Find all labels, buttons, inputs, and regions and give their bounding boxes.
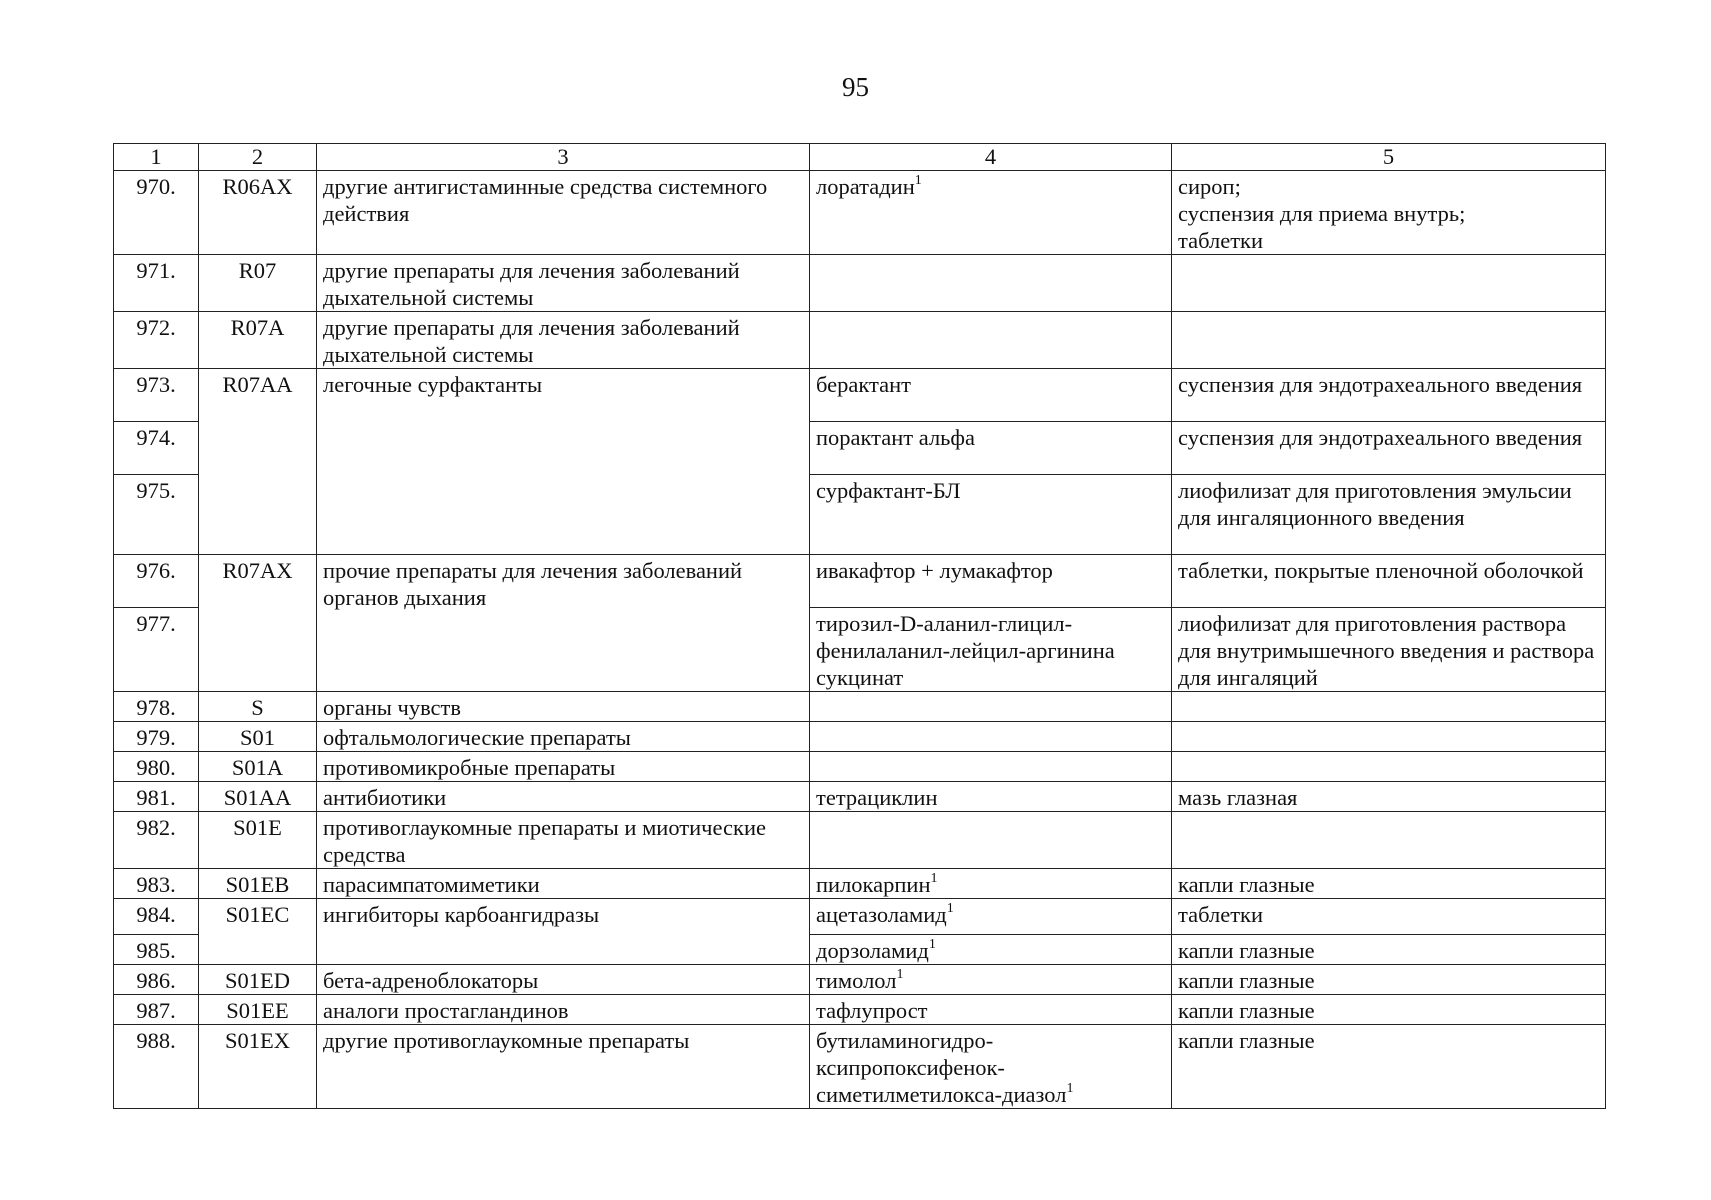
group-name: другие противоглаукомные препараты (317, 1025, 810, 1109)
dosage-form-line: капли глазные (1178, 938, 1315, 963)
drug-name-text: берактант (816, 372, 911, 397)
table-row (114, 255, 1606, 312)
drug-name (810, 752, 1172, 782)
row-number: 976. (114, 555, 199, 608)
table-row (114, 692, 1606, 722)
header-col-3: 3 (317, 144, 810, 171)
atc-code: S01EX (199, 1025, 317, 1109)
dosage-form (1172, 171, 1606, 255)
drug-name-text: дорзоламид (816, 938, 929, 963)
row-number: 982. (114, 812, 199, 869)
atc-code: R07AX (199, 555, 317, 692)
row-number: 978. (114, 692, 199, 722)
drug-name (810, 422, 1172, 475)
dosage-form-line: капли глазные (1178, 968, 1315, 993)
dosage-form-line: суспензия для эндотрахеального введения (1178, 425, 1583, 450)
group-name: аналоги простагландинов (317, 995, 810, 1025)
drug-table (113, 143, 1606, 1109)
row-number: 977. (114, 608, 199, 692)
header-col-2: 2 (199, 144, 317, 171)
drug-name (810, 995, 1172, 1025)
row-number: 970. (114, 171, 199, 255)
dosage-form (1172, 965, 1606, 995)
drug-name (810, 608, 1172, 692)
row-number: 987. (114, 995, 199, 1025)
dosage-form (1172, 312, 1606, 369)
group-name: другие антигистаминные средства системного действия (317, 171, 810, 255)
dosage-form (1172, 869, 1606, 899)
row-number: 988. (114, 1025, 199, 1109)
dosage-form-line: сироп; (1178, 174, 1241, 199)
table-row (114, 752, 1606, 782)
dosage-form-line: суспензия для эндотрахеального введения (1178, 372, 1583, 397)
group-name: противоглаукомные препараты и миотические средства (317, 812, 810, 869)
dosage-form (1172, 608, 1606, 692)
header-col-5: 5 (1172, 144, 1606, 171)
footnote-mark: 1 (896, 966, 904, 982)
table-row (114, 722, 1606, 752)
drug-name-text: тирозил-D-аланил-глицил-фенилаланил-лейцил-аргинина сукцинат (816, 611, 1115, 690)
drug-name (810, 722, 1172, 752)
dosage-form (1172, 899, 1606, 935)
atc-code: R07AA (199, 369, 317, 555)
drug-name (810, 555, 1172, 608)
dosage-form (1172, 995, 1606, 1025)
dosage-form (1172, 555, 1606, 608)
atc-code: S (199, 692, 317, 722)
table-row (114, 171, 1606, 255)
table-row (114, 869, 1606, 899)
page-number: 95 (842, 72, 869, 102)
group-name: легочные сурфактанты (317, 369, 810, 555)
dosage-form (1172, 475, 1606, 555)
drug-name (810, 899, 1172, 935)
table-row (114, 899, 1606, 935)
group-name: другие препараты для лечения заболеваний дыхательной системы (317, 255, 810, 312)
drug-name (810, 965, 1172, 995)
atc-code: S01 (199, 722, 317, 752)
row-number: 984. (114, 899, 199, 935)
atc-code: S01EC (199, 899, 317, 965)
drug-name-text: тимолол (816, 968, 897, 993)
drug-name (810, 692, 1172, 722)
atc-code: S01A (199, 752, 317, 782)
drug-name-text: порактант альфа (816, 425, 975, 450)
group-name: антибиотики (317, 782, 810, 812)
dosage-form-line: капли глазные (1178, 998, 1315, 1023)
table-body (114, 171, 1606, 1109)
atc-code: S01E (199, 812, 317, 869)
group-name: парасимпатомиметики (317, 869, 810, 899)
drug-name-text: бутиламиногидро-ксипропоксифенок-симетилметилокса-диазол (816, 1028, 1067, 1107)
group-name: прочие препараты для лечения заболеваний органов дыхания (317, 555, 810, 692)
drug-name (810, 812, 1172, 869)
drug-name (810, 935, 1172, 965)
row-number: 986. (114, 965, 199, 995)
drug-name (810, 255, 1172, 312)
dosage-form (1172, 1025, 1606, 1109)
dosage-form (1172, 752, 1606, 782)
dosage-form (1172, 369, 1606, 422)
atc-code: S01EB (199, 869, 317, 899)
header-col-4: 4 (810, 144, 1172, 171)
footnote-mark: 1 (928, 936, 936, 952)
row-number: 971. (114, 255, 199, 312)
atc-code: R07A (199, 312, 317, 369)
table-row (114, 782, 1606, 812)
drug-name-text: пилокарпин (816, 872, 931, 897)
row-number: 975. (114, 475, 199, 555)
drug-name-text: лоратадин (816, 174, 915, 199)
drug-name (810, 369, 1172, 422)
table-row (114, 1025, 1606, 1109)
dosage-form-line: суспензия для приема внутрь; (1178, 201, 1466, 226)
drug-name-text: тафлупрост (816, 998, 928, 1023)
row-number: 980. (114, 752, 199, 782)
row-number: 985. (114, 935, 199, 965)
dosage-form-line: капли глазные (1178, 872, 1315, 897)
dosage-form (1172, 935, 1606, 965)
dosage-form (1172, 722, 1606, 752)
dosage-form (1172, 812, 1606, 869)
drug-name-text: сурфактант-БЛ (816, 478, 961, 503)
table-header (114, 144, 1606, 171)
atc-code: S01EE (199, 995, 317, 1025)
dosage-form (1172, 692, 1606, 722)
drug-name (810, 312, 1172, 369)
header-col-1: 1 (114, 144, 199, 171)
row-number: 983. (114, 869, 199, 899)
drug-name (810, 171, 1172, 255)
group-name: противомикробные препараты (317, 752, 810, 782)
drug-name (810, 475, 1172, 555)
group-name: другие препараты для лечения заболеваний дыхательной системы (317, 312, 810, 369)
dosage-form (1172, 422, 1606, 475)
atc-code: R06AX (199, 171, 317, 255)
table-row (114, 369, 1606, 422)
dosage-form-line: лиофилизат для приготовления раствора для внутримышечного введения и раствора для ингаляций (1178, 611, 1595, 690)
dosage-form (1172, 782, 1606, 812)
drug-name (810, 1025, 1172, 1109)
dosage-form-line: таблетки (1178, 228, 1264, 253)
group-name: офтальмологические препараты (317, 722, 810, 752)
table-row (114, 995, 1606, 1025)
table-row (114, 312, 1606, 369)
drug-name (810, 782, 1172, 812)
row-number: 981. (114, 782, 199, 812)
drug-name-text: тетрациклин (816, 785, 938, 810)
footnote-mark: 1 (1066, 1080, 1074, 1096)
dosage-form-line: лиофилизат для приготовления эмульсии для ингаляционного введения (1178, 478, 1572, 530)
table-row (114, 965, 1606, 995)
atc-code: S01AA (199, 782, 317, 812)
group-name: органы чувств (317, 692, 810, 722)
atc-code: S01ED (199, 965, 317, 995)
row-number: 973. (114, 369, 199, 422)
group-name: ингибиторы карбоангидразы (317, 899, 810, 965)
drug-name (810, 869, 1172, 899)
dosage-form (1172, 255, 1606, 312)
group-name: бета-адреноблокаторы (317, 965, 810, 995)
atc-code: R07 (199, 255, 317, 312)
drug-name-text: ивакафтор + лумакафтор (816, 558, 1053, 583)
drug-name-text: ацетазоламид (816, 902, 947, 927)
dosage-form-line: таблетки, покрытые пленочной оболочкой (1178, 558, 1584, 583)
footnote-mark: 1 (914, 172, 922, 188)
dosage-form-line: таблетки (1178, 902, 1264, 927)
footnote-mark: 1 (930, 870, 938, 886)
dosage-form-line: мазь глазная (1178, 785, 1298, 810)
row-number: 972. (114, 312, 199, 369)
table-row (114, 812, 1606, 869)
table-row (114, 555, 1606, 608)
row-number: 974. (114, 422, 199, 475)
footnote-mark: 1 (946, 900, 954, 916)
dosage-form-line: капли глазные (1178, 1028, 1315, 1053)
row-number: 979. (114, 722, 199, 752)
